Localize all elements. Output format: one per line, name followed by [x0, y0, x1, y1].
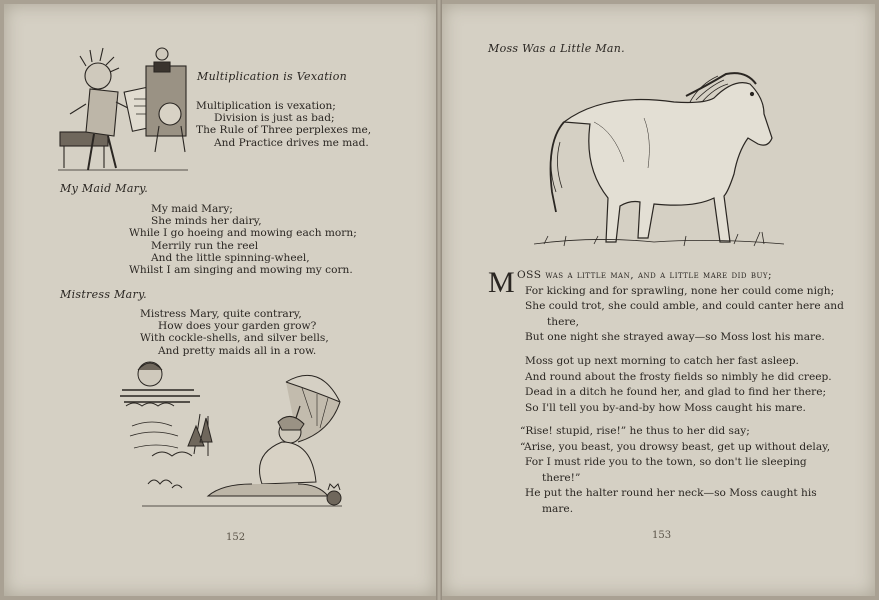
poem-title-multiplication: Multiplication is Vexation — [197, 70, 348, 83]
prose-line: For kicking and for sprawling, none her could come nigh; — [525, 284, 835, 297]
dropcap-m: M — [488, 266, 515, 299]
page-number-left: 152 — [226, 532, 246, 543]
prose-line: there!” — [542, 471, 581, 484]
left-page — [4, 4, 436, 596]
verse-line: With cockle-shells, and silver bells, — [140, 332, 329, 345]
verse-line: How does your garden grow? — [158, 320, 317, 333]
prose-line: “Rise! stupid, rise!” he thus to her did say; — [520, 425, 750, 437]
garden-girl-illustration — [112, 356, 352, 521]
poem-title-my-maid-mary: My Maid Mary. — [60, 182, 149, 195]
verse-line: And Practice drives me mad. — [214, 136, 369, 149]
verse-line: Whilst I am singing and mowing my corn. — [129, 264, 353, 277]
poem-multiplication — [196, 100, 371, 149]
poem-mistress-mary — [140, 308, 329, 357]
prose-line: OSS was a little man, and a little mare did buy; — [517, 269, 773, 281]
verse-line: Multiplication is vexation; — [196, 100, 336, 112]
verse-line: Division is just as bad; — [214, 112, 335, 125]
prose-line: “Arise, you beast, you drowsy beast, get up without delay, — [520, 440, 831, 453]
poem-my-maid-mary — [129, 203, 357, 276]
prose-line: But one night she strayed away—so Moss lost his mare. — [525, 331, 825, 343]
prose-line: Dead in a ditch he found her, and glad to find her there; — [525, 386, 827, 398]
verse-line: She minds her dairy, — [151, 215, 262, 228]
prose-line: She could trot, she could amble, and could canter here and — [525, 300, 844, 312]
prose-line: For I must ride you to the town, so don't lie sleeping — [525, 456, 807, 468]
prose-line: there, — [547, 315, 580, 328]
verse-line: Merrily run the reel — [151, 239, 259, 252]
verse-line: The Rule of Three perplexes me, — [196, 124, 372, 137]
verse-line: My maid Mary; — [151, 203, 233, 215]
stanza-3 — [520, 424, 830, 517]
prose-line: And round about the frosty fields so nimbly he did creep. — [525, 370, 832, 383]
prose-line: mare. — [542, 502, 574, 515]
stanza-2 — [525, 354, 835, 416]
verse-line: Mistress Mary, quite contrary, — [140, 308, 302, 320]
verse-line: And the little spinning-wheel, — [151, 251, 310, 264]
page-number-right: 153 — [652, 530, 672, 541]
right-page — [442, 4, 875, 596]
prose-line: Moss got up next morning to catch her fast asleep. — [525, 355, 799, 367]
poem-title-moss: Moss Was a Little Man. — [488, 42, 625, 55]
prose-line: He put the halter round her neck—so Moss caught his — [525, 487, 817, 499]
prose-line: So I'll tell you by-and-by how Moss caught his mare. — [525, 401, 806, 414]
poem-title-mistress-mary: Mistress Mary. — [60, 288, 147, 301]
stanza-1 — [517, 268, 844, 346]
verse-line: And pretty maids all in a row. — [158, 344, 317, 357]
schoolboy-illustration — [58, 44, 198, 182]
verse-line: While I go hoeing and mowing each morn; — [129, 227, 357, 240]
horse-illustration — [534, 62, 784, 262]
